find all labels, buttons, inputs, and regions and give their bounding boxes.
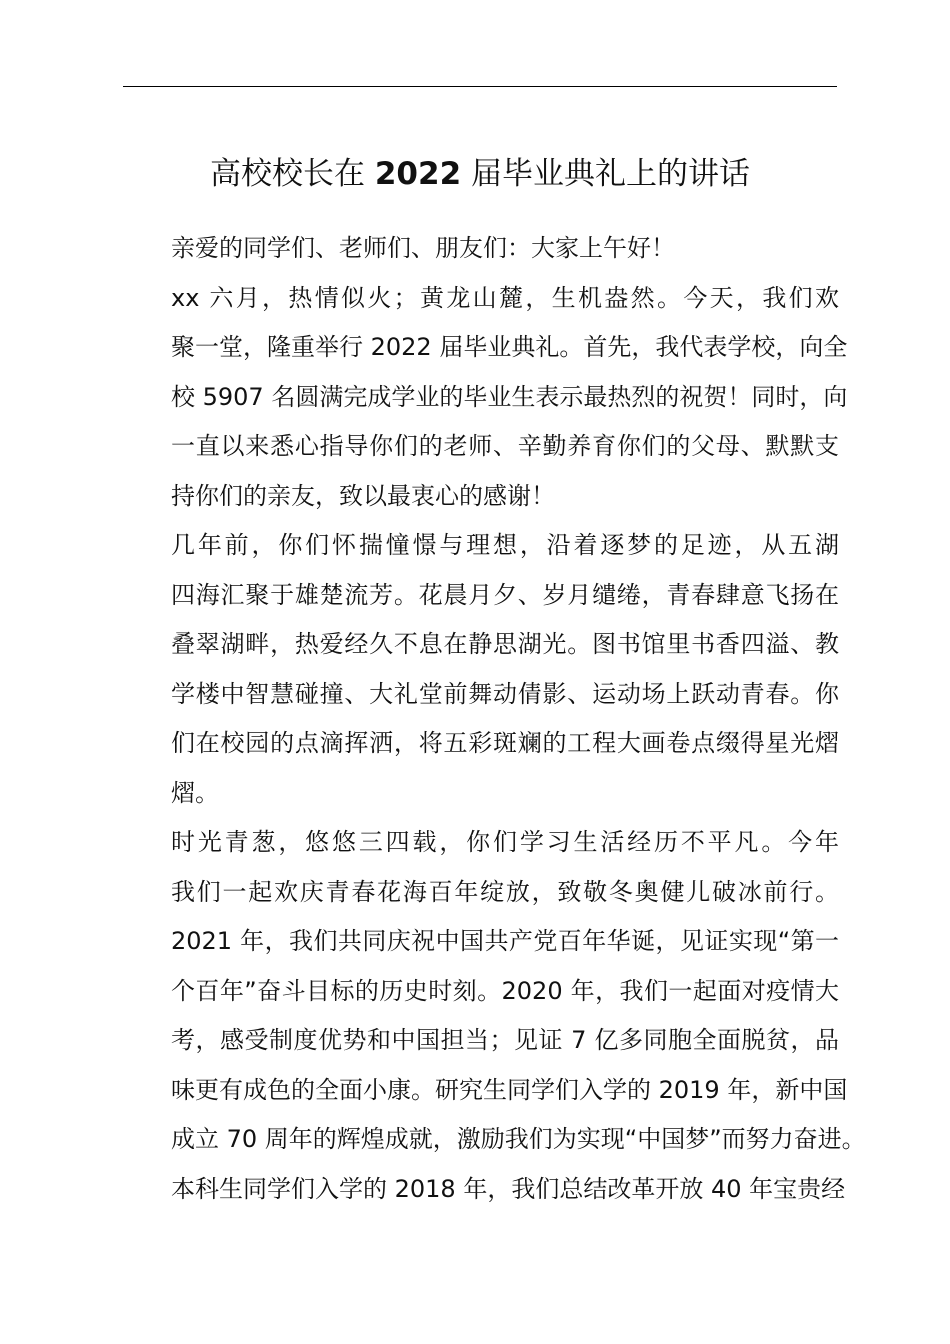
text-line: 亲爱的同学们、老师们、朋友们：大家上午好！ — [171, 234, 675, 262]
title-year: 2022 — [374, 156, 462, 192]
text-line: 成立 70 周年的辉煌成就，激励我们为实现“中国梦”而努力奋进。 — [171, 1125, 866, 1153]
paragraph-opening — [123, 274, 848, 522]
text-line: 考，感受制度优势和中国担当；见证 7 亿多同胞全面脱贫，品 — [171, 1026, 839, 1054]
page-title — [123, 148, 837, 200]
header-rule — [123, 86, 837, 87]
document-body — [123, 224, 866, 1214]
text-line: 个百年”奋斗目标的历史时刻。2020 年，我们一起面对疫情大 — [171, 976, 839, 1005]
paragraph-greeting — [123, 224, 839, 274]
text-line: 持你们的亲友，致以最衷心的感谢！ — [171, 481, 555, 510]
text-line: 四海汇聚于雄楚流芳。花晨月夕、岁月缱绻，青春肆意飞扬在 — [171, 580, 839, 609]
text-line: 味更有成色的全面小康。研究生同学们入学的 2019 年，新中国 — [171, 1075, 848, 1104]
text-line: xx 六月，热情似火；黄龙山麓，生机盎然。今天，我们欢 — [171, 283, 839, 312]
text-line: 叠翠湖畔，热爱经久不息在静思湖光。图书馆里书香四溢、教 — [171, 630, 839, 658]
title-suffix: 届毕业典礼上的讲话 — [461, 156, 750, 192]
text-line: 几年前，你们怀揣憧憬与理想，沿着逐梦的足迹，从五湖 — [171, 531, 839, 559]
text-line: 熠。 — [171, 778, 219, 807]
text-line: 时光青葱，悠悠三四载，你们学习生活经历不平凡。今年 — [171, 828, 839, 856]
text-line: 聚一堂，隆重举行 2022 届毕业典礼。首先，我代表学校，向全 — [171, 333, 848, 361]
title-prefix: 高校校长在 — [210, 156, 375, 192]
text-line: 一直以来悉心指导你们的老师、辛勤养育你们的父母、默默支 — [171, 432, 839, 460]
paragraph-memories — [123, 521, 839, 818]
paragraph-times — [123, 818, 866, 1214]
text-line: 们在校园的点滴挥洒，将五彩斑斓的工程大画卷点缀得星光熠 — [171, 729, 839, 757]
text-line: 2021 年，我们共同庆祝中国共产党百年华诞，见证实现“第一 — [171, 927, 839, 955]
text-line: 我们一起欢庆青春花海百年绽放，致敬冬奥健儿破冰前行。 — [171, 877, 839, 906]
text-line: 学楼中智慧碰撞、大礼堂前舞动倩影、运动场上跃动青春。你 — [171, 679, 839, 708]
text-line: 校 5907 名圆满完成学业的毕业生表示最热烈的祝贺！同时，向 — [171, 382, 848, 411]
text-line: 本科生同学们入学的 2018 年，我们总结改革开放 40 年宝贵经 — [171, 1174, 846, 1203]
